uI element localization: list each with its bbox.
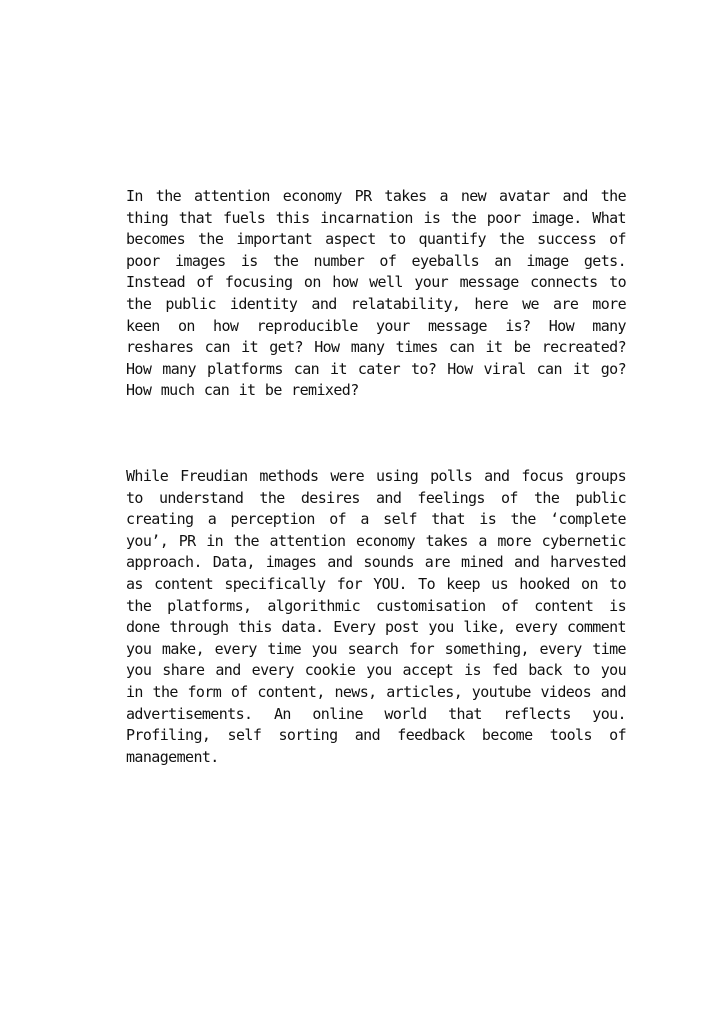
paragraph-freudian-methods: While Freudian methods were using polls and focus groups to understand the desires and feelings of the public creating a perception of a self that is the ‘complete you’, PR in the attention economy takes a more cybernetic approach. Data, images and sounds are mined and harvested as content specifically for YOU. To keep us hooked on to the platforms, algorithmic customisation of content is done through this data. Every post you like, every comment you make, every time you search for something, every time you share and every cookie you accept is fed back to you in the form of content, news, articles, youtube videos and advertisements. An online world that reflects you. Profiling, self sorting and feedback become tools of management. [126, 467, 626, 766]
paragraph-attention-economy: In the attention economy PR takes a new avatar and the thing that fuels this incarnation is the poor image. What becomes the important aspect to quantify the success of poor images is the number of eyeballs an image gets. Instead of focusing on how well your message connects to the public identity and relatability, here we are more keen on how reproducible your message is? How many reshares can it get? How many times can it be recreated? How many platforms can it cater to? How viral can it go? How much can it be remixed? [126, 187, 626, 400]
